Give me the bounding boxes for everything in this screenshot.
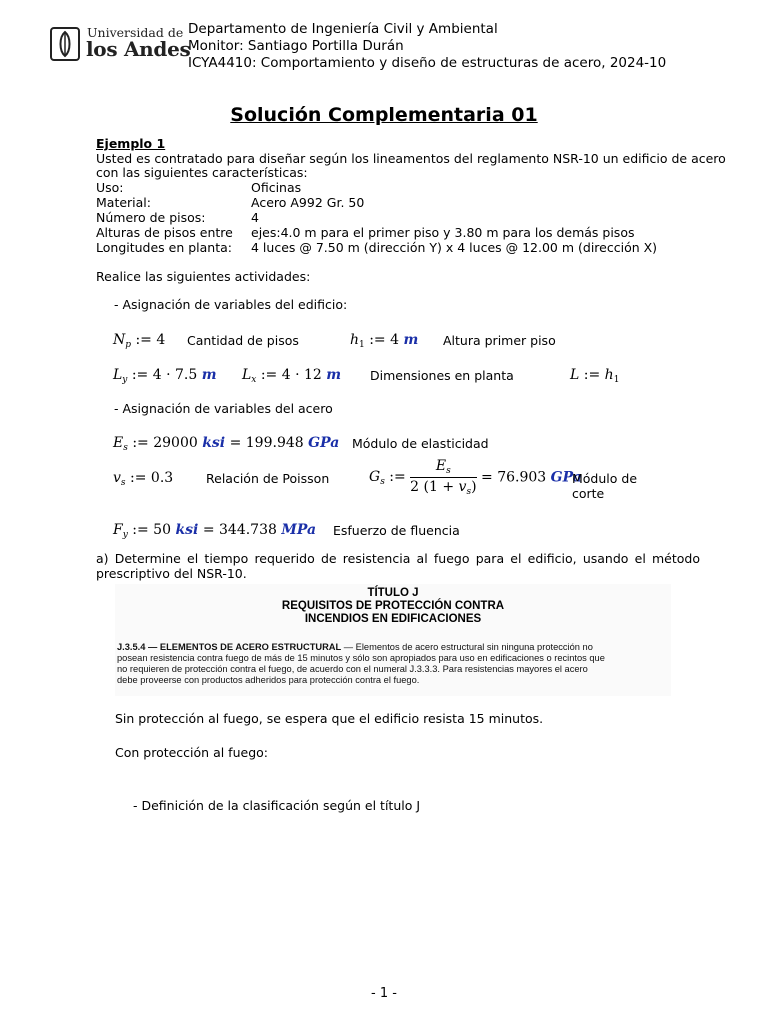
- plan-label: Dimensiones en planta: [370, 368, 514, 383]
- steel-vars-heading: - Asignación de variables del acero: [114, 401, 333, 416]
- building-vars-heading: - Asignación de variables del edificio:: [114, 297, 348, 312]
- lx-value: 4 · 12: [281, 367, 322, 383]
- np-value: 4: [156, 332, 166, 348]
- university-logo: [50, 25, 191, 62]
- answer-with-protection: Con protección al fuego:: [115, 745, 268, 760]
- fy-result: 344.738: [219, 522, 277, 538]
- h1-value: 4: [390, 332, 400, 348]
- notice-clause-rest: — Elementos de acero estructural sin ninguna protección no: [341, 642, 593, 652]
- vs-value: 0.3: [150, 470, 174, 486]
- ly-equation: $L_y$ := 4 · 7.5 m: [113, 367, 217, 385]
- spec-value: 4: [251, 210, 259, 225]
- es-result-unit: GPa: [308, 435, 340, 451]
- es-value: 29000: [153, 435, 198, 451]
- spec-label: Alturas de pisos entre: [96, 225, 233, 240]
- fy-result-unit: MPa: [281, 522, 317, 538]
- logo-emblem-icon: [50, 27, 80, 61]
- lx-equation: $L_x$ := 4 · 12 m: [242, 367, 342, 385]
- example-intro-line1: Usted es contratado para diseñar según los lineamentos del reglamento NSR-10 un edificio de acero: [96, 151, 726, 166]
- gs-fraction: $\frac{E_s}{2 (1 + v_s)}$: [410, 458, 477, 497]
- ly-unit: m: [201, 367, 217, 383]
- h1-equation: $h_1$ := 4 m: [350, 332, 419, 350]
- fy-equation: $F_y$ := 50 ksi = 344.738 MPa: [113, 522, 317, 540]
- notice-title2: REQUISITOS DE PROTECCIÓN CONTRA: [281, 600, 505, 612]
- es-equation: $E_s$ := 29000 ksi = 199.948 GPa: [113, 435, 340, 453]
- notice-clause-line4: debe proveerse con productos adheridos para protección contra el fuego.: [117, 675, 420, 685]
- l-equation: L := $h_1$: [570, 367, 620, 385]
- activities-text: Realice las siguientes actividades:: [96, 269, 311, 284]
- np-label: Cantidad de pisos: [187, 333, 299, 348]
- gs-label-line1: Módulo de: [572, 471, 638, 486]
- spec-value: ejes:4.0 m para el primer piso y 3.80 m para los demás pisos: [251, 225, 635, 240]
- part-a-line2: prescriptivo del NSR-10.: [96, 566, 247, 581]
- vs-label: Relación de Poisson: [206, 471, 330, 486]
- spec-label: Número de pisos:: [96, 210, 206, 225]
- spec-value: Oficinas: [251, 180, 302, 195]
- np-equation: $N_p$ := 4: [113, 332, 166, 350]
- gs-equation: $G_s$ := $\frac{E_s}{2 (1 + v_s)}$ = 76.903 GPa: [369, 458, 582, 497]
- page-title: Solución Complementaria 01: [230, 104, 538, 126]
- spec-label: Material:: [96, 195, 151, 210]
- ly-value: 4 · 7.5: [152, 367, 198, 383]
- notice-clause-line3: no requieren de protección contra el fuego, de acuerdo con el numeral J.3.3.3. Para resistencias mayores el acero: [117, 664, 588, 674]
- notice-clause-head: J.3.5.4 — ELEMENTOS DE ACERO ESTRUCTURAL: [117, 642, 342, 652]
- spec-value: 4 luces @ 7.50 m (dirección Y) x 4 luces @ 12.00 m (dirección X): [251, 240, 658, 255]
- gs-label-line2: corte: [572, 486, 605, 501]
- notice-title3: INCENDIOS EN EDIFICACIONES: [304, 613, 482, 625]
- h1-unit: m: [403, 332, 419, 348]
- spec-value: Acero A992 Gr. 50: [251, 195, 365, 210]
- example-heading: Ejemplo 1: [96, 136, 166, 151]
- es-label: Módulo de elasticidad: [352, 436, 489, 451]
- answer-no-protection: Sin protección al fuego, se espera que el edificio resista 15 minutos.: [115, 711, 544, 726]
- notice-title1: TÍTULO J: [367, 587, 419, 599]
- gs-unit: GPa: [550, 469, 582, 486]
- answer-classification: - Definición de la clasificación según el título J: [133, 798, 421, 813]
- logo-line2: los Andes: [86, 37, 191, 61]
- example-intro-line2: con las siguientes características:: [96, 165, 308, 180]
- fy-value: 50: [153, 522, 171, 538]
- spec-label: Longitudes en planta:: [96, 240, 233, 255]
- header-monitor: Monitor: Santiago Portilla Durán: [188, 38, 404, 54]
- h1-label: Altura primer piso: [443, 333, 556, 348]
- part-a-line1: a) Determine el tiempo requerido de resistencia al fuego para el edificio, usando el método: [96, 551, 700, 566]
- fy-label: Esfuerzo de fluencia: [333, 523, 460, 538]
- l-value: h: [604, 367, 614, 383]
- es-result: 199.948: [245, 435, 304, 451]
- header-course: ICYA4410: Comportamiento y diseño de estructuras de acero, 2024-10: [188, 55, 667, 71]
- page-number: - 1 -: [371, 986, 397, 1001]
- lx-unit: m: [326, 367, 342, 383]
- spec-label: Uso:: [96, 180, 124, 195]
- es-unit: ksi: [202, 435, 226, 451]
- logo-line1: Universidad de: [87, 25, 184, 40]
- notice-clause-line2: posean resistencia contra fuego de más de 15 minutos y sólo son apropiados para uso en edificaciones o recintos que: [117, 653, 605, 663]
- vs-equation: $v_s$ := 0.3: [113, 470, 174, 488]
- gs-result: 76.903: [497, 469, 547, 486]
- header-dept: Departamento de Ingeniería Civil y Ambiental: [188, 21, 498, 37]
- fy-unit: ksi: [175, 522, 199, 538]
- nsr10-excerpt: [115, 584, 671, 696]
- notice-clause-line1: [117, 642, 593, 653]
